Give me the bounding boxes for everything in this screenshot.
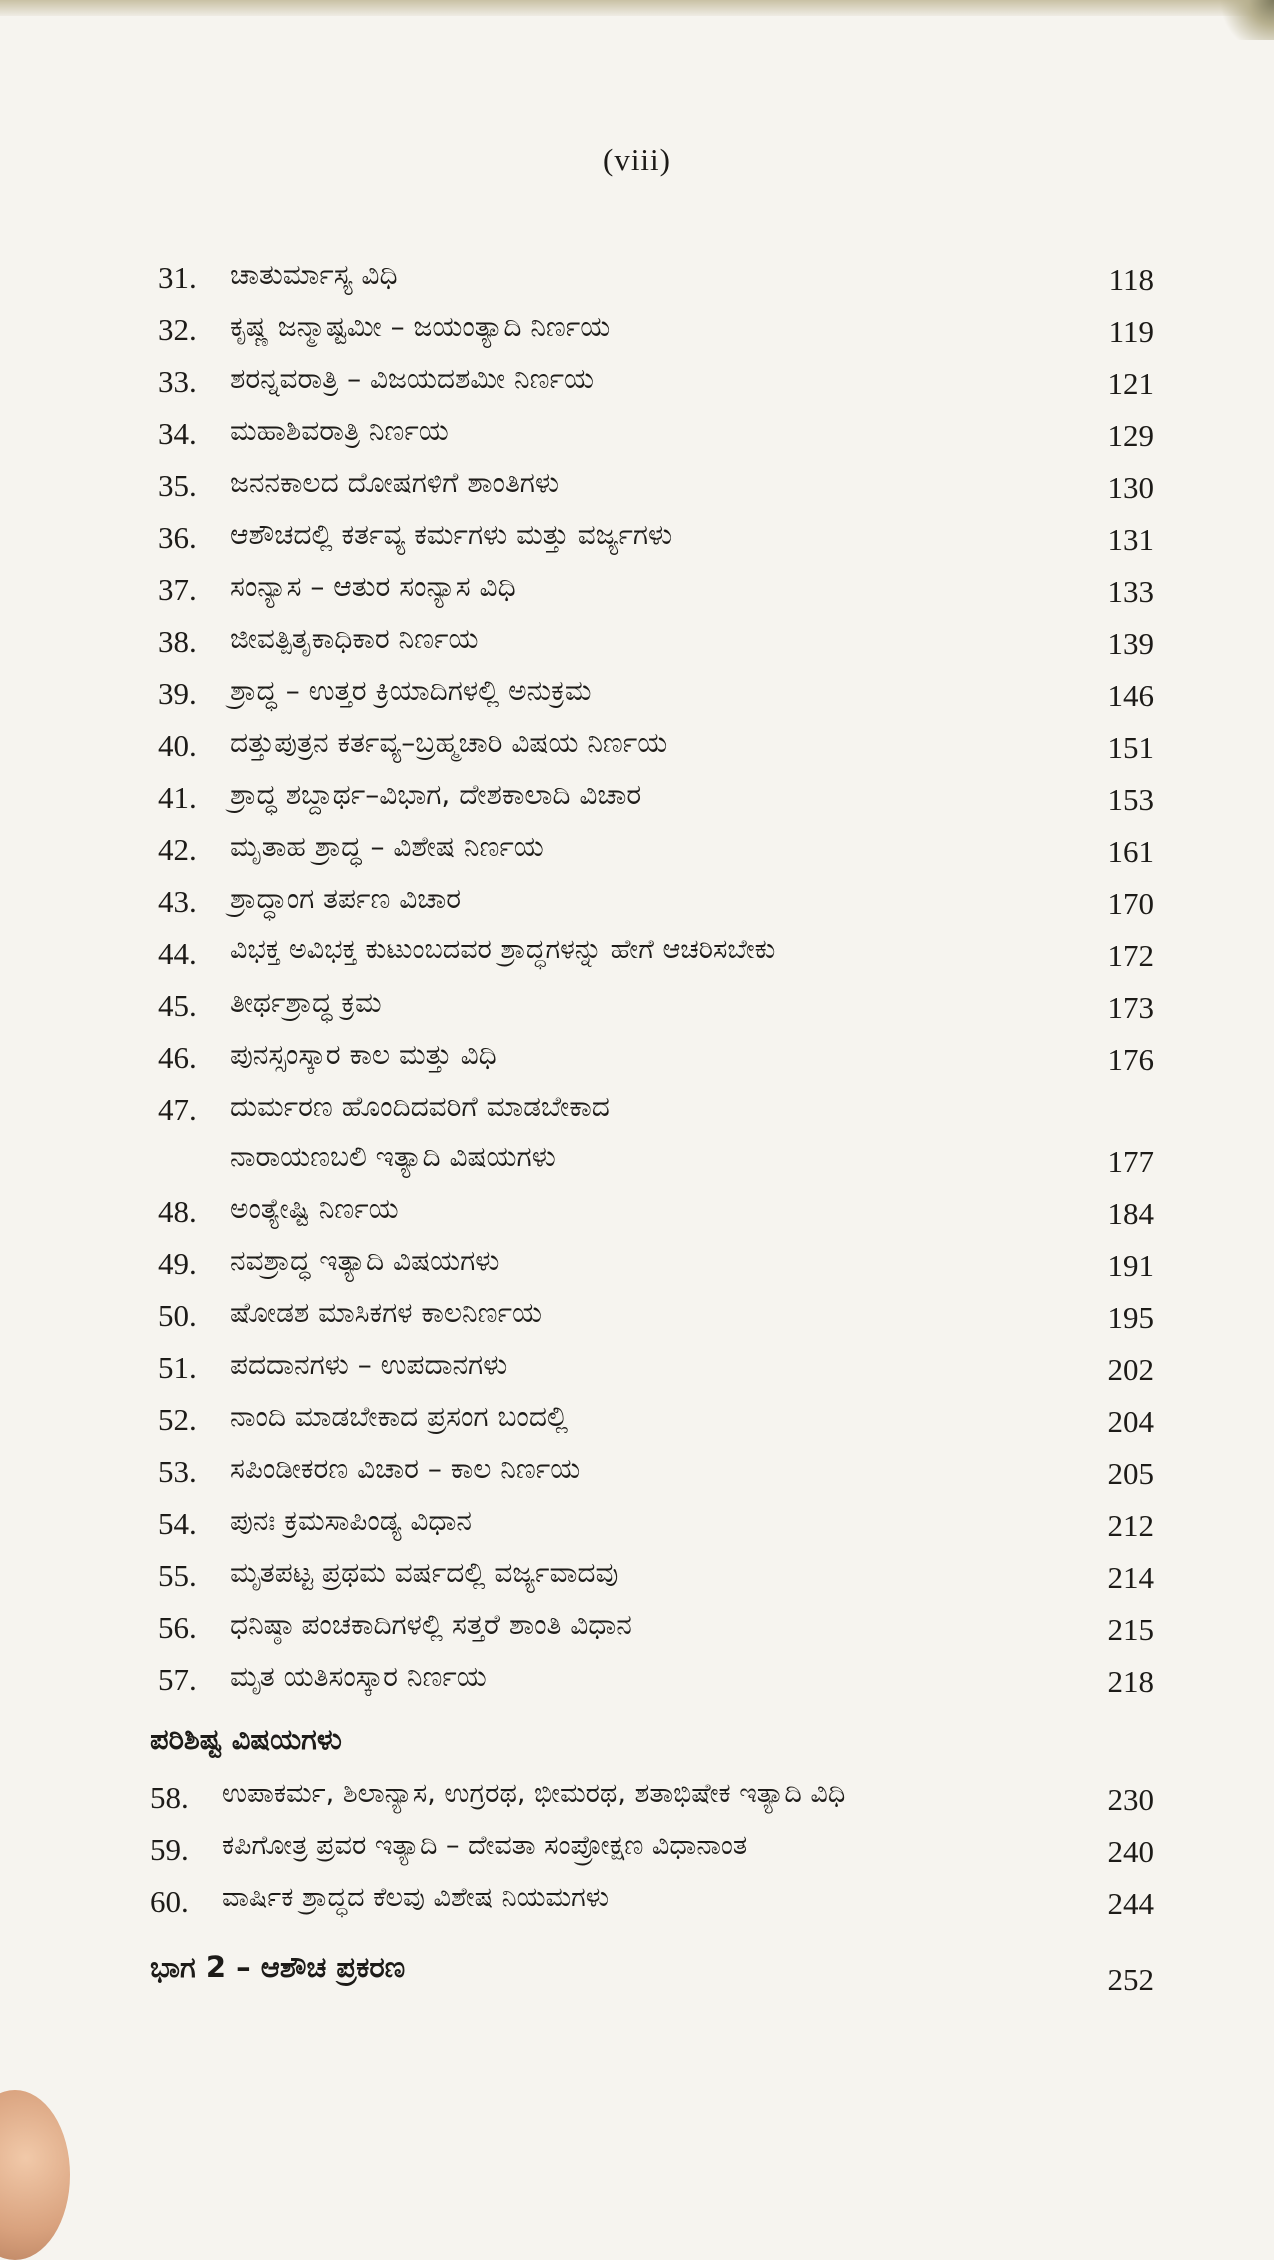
entry-page: 153 — [1107, 782, 1154, 817]
entry-page: 146 — [1107, 678, 1154, 713]
entry-number: 50. — [158, 1298, 197, 1333]
entry-number: 51. — [158, 1350, 197, 1385]
entry-title: ನಾರಾಯಣಬಲಿ ಇತ್ಯಾದಿ ವಿಷಯಗಳು — [230, 1140, 556, 1173]
toc-entry — [0, 1446, 1274, 1498]
entry-title: ತೀರ್ಥಶ್ರಾದ್ಧ ಕ್ರಮ — [230, 986, 382, 1019]
entry-page: 173 — [1107, 990, 1154, 1025]
entry-page: 191 — [1107, 1248, 1154, 1283]
entry-number: 55. — [158, 1558, 197, 1593]
toc-entry — [0, 1498, 1274, 1550]
appendix-heading: ಪರಿಶಿಷ್ಟ ವಿಷಯಗಳು — [150, 1722, 342, 1756]
entry-page: 205 — [1107, 1456, 1154, 1491]
entry-number: 32. — [158, 312, 197, 347]
entry-title: ಆಶೌಚದಲ್ಲಿ ಕರ್ತವ್ಯ ಕರ್ಮಗಳು ಮತ್ತು ವರ್ಜ್ಯಗಳು — [230, 518, 673, 551]
entry-title: ಸಪಿಂಡೀಕರಣ ವಿಚಾರ – ಕಾಲ ನಿರ್ಣಯ — [230, 1452, 581, 1485]
entry-title: ಷೋಡಶ ಮಾಸಿಕಗಳ ಕಾಲನಿರ್ಣಯ — [230, 1296, 542, 1329]
toc-entry — [0, 1602, 1274, 1654]
toc-entry — [0, 876, 1274, 928]
toc-entry — [0, 1186, 1274, 1238]
entry-number: 52. — [158, 1402, 197, 1437]
entry-number: 58. — [150, 1780, 189, 1815]
entry-title: ಉಪಾಕರ್ಮ, ಶಿಲಾನ್ಯಾಸ, ಉಗ್ರರಥ, ಭೀಮರಥ, ಶತಾಭಿಷೇಕ ಇತ್ಯಾದಿ ವಿಧಿ — [222, 1778, 846, 1809]
entry-number: 37. — [158, 572, 197, 607]
toc-entry — [0, 1032, 1274, 1084]
entry-number: 31. — [158, 260, 197, 295]
entry-title: ಚಾತುರ್ಮಾಸ್ಯ ವಿಧಿ — [230, 258, 398, 291]
entry-title: ಪದದಾನಗಳು – ಉಪದಾನಗಳು — [230, 1348, 508, 1381]
entry-number: 36. — [158, 520, 197, 555]
entry-page: 240 — [1107, 1834, 1154, 1869]
entry-page: 130 — [1107, 470, 1154, 505]
toc-entry — [0, 460, 1274, 512]
toc-entry — [0, 1290, 1274, 1342]
entry-number: 48. — [158, 1194, 197, 1229]
entry-title: ಮಹಾಶಿವರಾತ್ರಿ ನಿರ್ಣಯ — [230, 414, 449, 447]
toc-entry — [0, 668, 1274, 720]
toc-entry — [0, 1084, 1274, 1136]
toc-entry — [0, 980, 1274, 1032]
entry-page: 204 — [1107, 1404, 1154, 1439]
entry-page: 139 — [1107, 626, 1154, 661]
toc-entry — [0, 824, 1274, 876]
toc-entry — [0, 356, 1274, 408]
entry-page: 133 — [1107, 574, 1154, 609]
entry-title: ಶ್ರಾದ್ಧಾಂಗ ತರ್ಪಣ ವಿಚಾರ — [230, 882, 462, 915]
entry-page: 202 — [1107, 1352, 1154, 1387]
entry-number: 56. — [158, 1610, 197, 1645]
entry-page: 176 — [1107, 1042, 1154, 1077]
entry-page: 121 — [1107, 366, 1154, 401]
toc-entry — [0, 1238, 1274, 1290]
entry-page: 151 — [1107, 730, 1154, 765]
part2-page: 252 — [1107, 1962, 1154, 1997]
entry-page: 129 — [1107, 418, 1154, 453]
entry-number: 60. — [150, 1884, 189, 1919]
page-number: (viii) — [603, 142, 671, 177]
entry-title: ಅಂತ್ಯೇಷ್ಟಿ ನಿರ್ಣಯ — [230, 1192, 399, 1225]
entry-number: 53. — [158, 1454, 197, 1489]
entry-title: ಮೃತಪಟ್ಟ ಪ್ರಥಮ ವರ್ಷದಲ್ಲಿ ವರ್ಜ್ಯವಾದವು — [230, 1556, 619, 1589]
entry-number: 45. — [158, 988, 197, 1023]
toc-entry — [0, 1876, 1274, 1928]
entry-number: 44. — [158, 936, 197, 971]
entry-title: ಮೃತಾಹ ಶ್ರಾದ್ಧ – ವಿಶೇಷ ನಿರ್ಣಯ — [230, 830, 544, 863]
entry-title: ವಿಭಕ್ತ ಅವಿಭಕ್ತ ಕುಟುಂಬದವರ ಶ್ರಾದ್ಧಗಳನ್ನು ಹೇಗೆ ಆಚರಿಸಬೇಕು — [230, 934, 776, 965]
toc-entry — [0, 564, 1274, 616]
entry-page: 215 — [1107, 1612, 1154, 1647]
toc-entry — [0, 1342, 1274, 1394]
entry-number: 35. — [158, 468, 197, 503]
entry-number: 46. — [158, 1040, 197, 1075]
entry-page: 161 — [1107, 834, 1154, 869]
toc-entry — [0, 1772, 1274, 1824]
entry-number: 47. — [158, 1092, 197, 1127]
entry-title: ದುರ್ಮರಣ ಹೊಂದಿದವರಿಗೆ ಮಾಡಬೇಕಾದ — [230, 1090, 610, 1123]
part2-entry — [0, 1950, 1274, 2002]
toc-entry — [0, 928, 1274, 980]
toc-entry — [0, 408, 1274, 460]
toc-entry — [0, 772, 1274, 824]
entry-page: 172 — [1107, 938, 1154, 973]
toc-entry — [0, 252, 1274, 304]
entry-title: ಸಂನ್ಯಾಸ – ಆತುರ ಸಂನ್ಯಾಸ ವಿಧಿ — [230, 570, 516, 603]
entry-title: ದತ್ತುಪುತ್ರನ ಕರ್ತವ್ಯ–ಬ್ರಹ್ಮಚಾರಿ ವಿಷಯ ನಿರ್ಣಯ — [230, 726, 668, 759]
toc-entry — [0, 1550, 1274, 1602]
entry-title: ನವಶ್ರಾದ್ಧ ಇತ್ಯಾದಿ ವಿಷಯಗಳು — [230, 1244, 500, 1277]
toc-entry — [0, 1824, 1274, 1876]
entry-number: 33. — [158, 364, 197, 399]
entry-number: 42. — [158, 832, 197, 867]
entry-page: 195 — [1107, 1300, 1154, 1335]
entry-title: ಪುನಃ ಕ್ರಮಸಾಪಿಂಡ್ಯ ವಿಧಾನ — [230, 1504, 472, 1537]
entry-title: ಧನಿಷ್ಠಾ ಪಂಚಕಾದಿಗಳಲ್ಲಿ ಸತ್ತರೆ ಶಾಂತಿ ವಿಧಾನ — [230, 1608, 632, 1641]
toc-entry — [0, 616, 1274, 668]
entry-page: 118 — [1108, 262, 1154, 297]
entry-page: 218 — [1107, 1664, 1154, 1699]
entry-title: ಮೃತ ಯತಿಸಂಸ್ಕಾರ ನಿರ್ಣಯ — [230, 1660, 487, 1693]
entry-page: 214 — [1107, 1560, 1154, 1595]
entry-title: ಶ್ರಾದ್ಧ – ಉತ್ತರ ಕ್ರಿಯಾದಿಗಳಲ್ಲಿ ಅನುಕ್ರಮ — [230, 674, 592, 707]
entry-title: ಕೃಷ್ಣ ಜನ್ಮಾಷ್ಟಮೀ – ಜಯಂತ್ಯಾದಿ ನಿರ್ಣಯ — [230, 310, 611, 343]
entry-number: 43. — [158, 884, 197, 919]
entry-number: 40. — [158, 728, 197, 763]
entry-page: 244 — [1107, 1886, 1154, 1921]
entry-title: ಜನನಕಾಲದ ದೋಷಗಳಿಗೆ ಶಾಂತಿಗಳು — [230, 466, 560, 499]
entry-number: 49. — [158, 1246, 197, 1281]
entry-page: 170 — [1107, 886, 1154, 921]
toc-entry — [0, 1394, 1274, 1446]
entry-number: 38. — [158, 624, 197, 659]
entry-title: ಜೀವತ್ಪಿತೃಕಾಧಿಕಾರ ನಿರ್ಣಯ — [230, 622, 479, 655]
entry-number: 54. — [158, 1506, 197, 1541]
toc-entry — [0, 1654, 1274, 1706]
entry-title: ನಾಂದಿ ಮಾಡಬೇಕಾದ ಪ್ರಸಂಗ ಬಂದಲ್ಲಿ — [230, 1400, 569, 1433]
entry-page: 177 — [1107, 1144, 1154, 1179]
entry-page: 230 — [1107, 1782, 1154, 1817]
entry-number: 39. — [158, 676, 197, 711]
entry-title: ವಾರ್ಷಿಕ ಶ್ರಾದ್ಧದ ಕೆಲವು ವಿಶೇಷ ನಿಯಮಗಳು — [222, 1882, 610, 1913]
toc-entry — [0, 720, 1274, 772]
entry-number: 34. — [158, 416, 197, 451]
entry-page: 212 — [1107, 1508, 1154, 1543]
toc-entry — [0, 512, 1274, 564]
entry-title: ಶರನ್ನವರಾತ್ರಿ – ವಿಜಯದಶಮೀ ನಿರ್ಣಯ — [230, 362, 594, 395]
entry-page: 184 — [1107, 1196, 1154, 1231]
entry-title: ಕಪಿಗೋತ್ರ ಪ್ರವರ ಇತ್ಯಾದಿ – ದೇವತಾ ಸಂಪ್ರೋಕ್ಷಣ ವಿಧಾನಾಂತ — [222, 1830, 748, 1861]
toc-entry-continuation — [0, 1134, 1274, 1186]
entry-page: 119 — [1108, 314, 1154, 349]
entry-number: 57. — [158, 1662, 197, 1697]
part2-title: ಭಾಗ 2 – ಆಶೌಚ ಪ್ರಕರಣ — [150, 1950, 406, 1984]
toc-entry — [0, 304, 1274, 356]
entry-page: 131 — [1107, 522, 1154, 557]
entry-number: 59. — [150, 1832, 189, 1867]
entry-title: ಶ್ರಾದ್ಧ ಶಬ್ದಾರ್ಥ–ವಿಭಾಗ, ದೇಶಕಾಲಾದಿ ವಿಚಾರ — [230, 778, 642, 811]
entry-title: ಪುನಸ್ಸಂಸ್ಕಾರ ಕಾಲ ಮತ್ತು ವಿಧಿ — [230, 1038, 497, 1071]
entry-number: 41. — [158, 780, 197, 815]
